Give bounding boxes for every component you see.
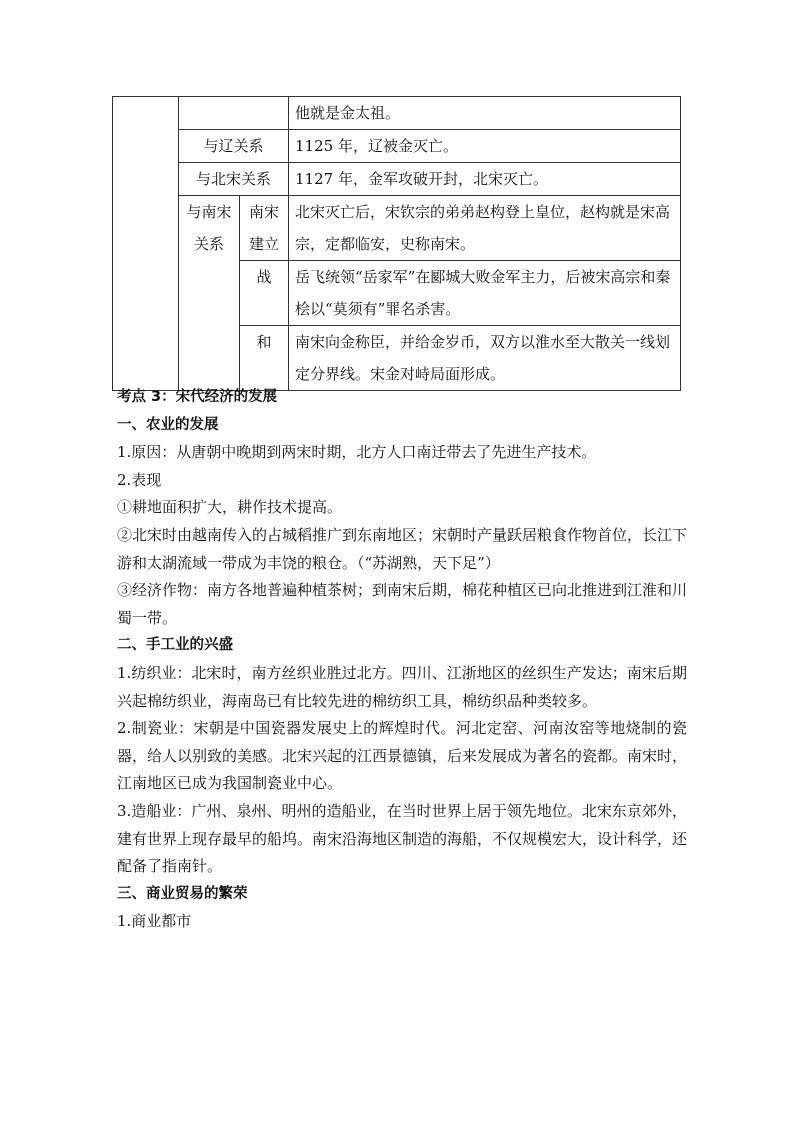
content-body [117, 384, 687, 936]
paragraph: ③经济作物：南方各地普遍种植茶树；到南宋后期，棉花种植区已向北推进到江淮和川蜀一带。 [117, 581, 688, 627]
section-heading: 一、农业的发展 [117, 416, 219, 433]
table-cell-text: 北宋灭亡后，宋钦宗的弟弟赵构登上皇位，赵构就是宋高宗，定都临安，史称南宋。 [289, 196, 681, 261]
section-heading: 三、商业贸易的繁荣 [117, 885, 248, 902]
table-row [113, 130, 681, 163]
table-row [113, 97, 681, 130]
table-cell-label: 与北宋关系 [179, 163, 289, 196]
table-cell-empty [179, 97, 289, 130]
paragraph: 1.原因：从唐朝中晚期到两宋时期，北方人口南迁带去了先进生产技术。 [117, 443, 597, 462]
table-row [113, 196, 681, 261]
paragraph: 3.造船业：广州、泉州、明州的造船业，在当时世界上居于领先地位。北宋东京郊外，建有世界上现存最早的船坞。南宋沿海地区制造的海船，不仅规模宏大，设计科学，还配备了指南针。 [117, 801, 688, 876]
table-cell-text: 1125 年，辽被金灭亡。 [289, 130, 681, 163]
table-cell-label: 与南宋关系 [179, 196, 240, 391]
section-heading: 二、手工业的兴盛 [117, 637, 233, 654]
paragraph: 2.表现 [117, 470, 162, 489]
table-row [113, 163, 681, 196]
table-cell-empty [113, 97, 179, 391]
history-table [112, 96, 681, 391]
table-cell-label: 南宋建立 [240, 196, 289, 261]
table-cell-text: 南宋向金称臣，并给金岁币，双方以淮水至大散关一线划定分界线。宋金对峙局面形成。 [289, 326, 681, 391]
paragraph: 1.纺织业：北宋时，南方丝织业胜过北方。四川、江浙地区的丝织生产发达；南宋后期兴起棉纺织业，海南岛已有比较先进的棉纺织工具，棉纺织品种类较多。 [117, 663, 687, 710]
table-cell-label: 与辽关系 [179, 130, 289, 163]
paragraph: ②北宋时由越南传入的占城稻推广到东南地区；宋朝时产量跃居粮食作物首位，长江下游和太湖流域一带成为丰饶的粮仓。（“苏湖熟，天下足”） [117, 525, 688, 572]
table-cell-text: 岳飞统领“岳家军”在郾城大败金军主力，后被宋高宗和秦桧以“莫须有”罪名杀害。 [289, 261, 681, 326]
table-cell-label: 战 [240, 261, 289, 326]
kaodian-heading: 考点 3：宋代经济的发展 [117, 389, 278, 405]
table-cell-label: 和 [240, 326, 289, 391]
paragraph: ①耕地面积扩大，耕作技术提高。 [117, 498, 343, 517]
table-cell-text: 1127 年，金军攻破开封，北宋灭亡。 [289, 163, 681, 196]
paragraph: 2.制瓷业：宋朝是中国瓷器发展史上的辉煌时代。河北定窑、河南汝窑等地烧制的瓷器，给人以别致的美感。北宋兴起的江西景德镇，后来发展成为著名的瓷都。南宋时，江南地区已成为我国制瓷业中心。 [117, 719, 688, 793]
table-cell-text: 他就是金太祖。 [289, 97, 681, 130]
paragraph: 1.商业都市 [117, 912, 192, 931]
